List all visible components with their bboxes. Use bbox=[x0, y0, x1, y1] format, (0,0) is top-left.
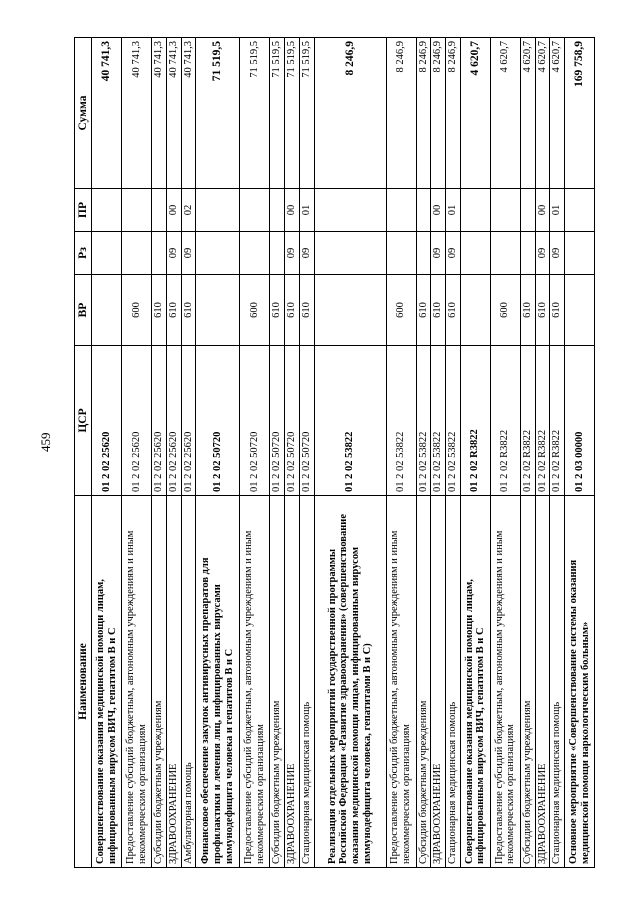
cell-sum: 71 519,5 bbox=[299, 38, 314, 189]
cell-vr: 610 bbox=[299, 275, 314, 346]
cell-name: Субсидии бюджетным учреждениям bbox=[270, 496, 285, 868]
cell-sum: 4 620,7 bbox=[520, 38, 535, 189]
table-row bbox=[490, 38, 520, 868]
cell-pr bbox=[386, 189, 416, 232]
cell-rz: 09 bbox=[285, 232, 300, 275]
cell-vr bbox=[314, 275, 386, 346]
cell-csr: 01 2 02 R3822 bbox=[520, 346, 535, 496]
cell-pr: 00 bbox=[535, 189, 550, 232]
table-row bbox=[416, 38, 431, 868]
cell-vr: 600 bbox=[122, 275, 152, 346]
cell-csr: 01 2 02 53822 bbox=[431, 346, 446, 496]
cell-csr: 01 2 02 R3822 bbox=[460, 346, 490, 496]
cell-name: Совершенствование оказания медицинской помощи лицам, инфицированным вирусом ВИЧ, гепатитом В и С bbox=[92, 496, 122, 868]
table-row bbox=[270, 38, 285, 868]
cell-vr: 610 bbox=[285, 275, 300, 346]
cell-sum: 4 620,7 bbox=[460, 38, 490, 189]
table-row bbox=[446, 38, 461, 868]
cell-name: Амбулаторная помощь bbox=[181, 496, 196, 868]
cell-name: ЗДРАВООХРАНЕНИЕ bbox=[431, 496, 446, 868]
cell-pr bbox=[460, 189, 490, 232]
cell-csr: 01 2 02 R3822 bbox=[490, 346, 520, 496]
table-row bbox=[92, 38, 122, 868]
table-row bbox=[460, 38, 490, 868]
cell-pr bbox=[416, 189, 431, 232]
cell-pr bbox=[520, 189, 535, 232]
cell-pr bbox=[92, 189, 122, 232]
cell-sum: 8 246,9 bbox=[314, 38, 386, 189]
cell-csr: 01 2 02 50720 bbox=[196, 346, 240, 496]
cell-vr bbox=[196, 275, 240, 346]
cell-rz bbox=[520, 232, 535, 275]
cell-vr: 610 bbox=[166, 275, 181, 346]
cell-vr bbox=[565, 275, 595, 346]
cell-name: Предоставление субсидий бюджетным, автономным учреждениям и иным некоммерческим организациям bbox=[386, 496, 416, 868]
cell-rz: 09 bbox=[181, 232, 196, 275]
cell-rz bbox=[270, 232, 285, 275]
cell-csr: 01 2 02 53822 bbox=[446, 346, 461, 496]
table-row bbox=[152, 38, 167, 868]
cell-vr bbox=[92, 275, 122, 346]
header-vr: ВР bbox=[75, 275, 92, 346]
cell-rz bbox=[92, 232, 122, 275]
cell-csr: 01 2 02 25620 bbox=[152, 346, 167, 496]
cell-csr: 01 2 02 50720 bbox=[270, 346, 285, 496]
cell-name: ЗДРАВООХРАНЕНИЕ bbox=[166, 496, 181, 868]
cell-sum: 4 620,7 bbox=[535, 38, 550, 189]
cell-rz bbox=[386, 232, 416, 275]
cell-rz: 09 bbox=[166, 232, 181, 275]
cell-pr bbox=[490, 189, 520, 232]
cell-vr: 610 bbox=[270, 275, 285, 346]
cell-pr bbox=[152, 189, 167, 232]
table-header-row bbox=[75, 38, 92, 868]
cell-name: ЗДРАВООХРАНЕНИЕ bbox=[535, 496, 550, 868]
cell-pr: 01 bbox=[446, 189, 461, 232]
cell-rz bbox=[416, 232, 431, 275]
cell-csr: 01 2 02 R3822 bbox=[550, 346, 565, 496]
cell-vr: 600 bbox=[490, 275, 520, 346]
cell-sum: 71 519,5 bbox=[196, 38, 240, 189]
cell-sum: 4 620,7 bbox=[490, 38, 520, 189]
cell-pr: 00 bbox=[166, 189, 181, 232]
cell-name: Субсидии бюджетным учреждениям bbox=[416, 496, 431, 868]
cell-vr: 600 bbox=[240, 275, 270, 346]
cell-sum: 40 741,3 bbox=[152, 38, 167, 189]
cell-name: Предоставление субсидий бюджетным, автономным учреждениям и иным некоммерческим организациям bbox=[240, 496, 270, 868]
table-row bbox=[431, 38, 446, 868]
cell-sum: 71 519,5 bbox=[270, 38, 285, 189]
cell-rz bbox=[240, 232, 270, 275]
table-row bbox=[122, 38, 152, 868]
cell-rz: 09 bbox=[446, 232, 461, 275]
cell-rz: 09 bbox=[299, 232, 314, 275]
cell-csr: 01 2 02 53822 bbox=[314, 346, 386, 496]
cell-rz: 09 bbox=[431, 232, 446, 275]
cell-name: Стационарная медицинская помощь bbox=[446, 496, 461, 868]
cell-pr: 01 bbox=[299, 189, 314, 232]
cell-name: Стационарная медицинская помощь bbox=[299, 496, 314, 868]
cell-vr: 610 bbox=[535, 275, 550, 346]
table-row bbox=[535, 38, 550, 868]
header-sum: Сумма bbox=[75, 38, 92, 189]
table-row bbox=[520, 38, 535, 868]
cell-csr: 01 2 02 R3822 bbox=[535, 346, 550, 496]
cell-name: Финансовое обеспечение закупок антивирусных препаратов для профилактики и лечения лиц, инфицированных вирусами иммунодефицита человека и гепатитов В и С bbox=[196, 496, 240, 868]
cell-rz bbox=[565, 232, 595, 275]
cell-sum: 8 246,9 bbox=[416, 38, 431, 189]
cell-pr bbox=[314, 189, 386, 232]
cell-vr: 610 bbox=[416, 275, 431, 346]
budget-table bbox=[74, 37, 595, 868]
cell-sum: 71 519,5 bbox=[240, 38, 270, 189]
cell-csr: 01 2 02 53822 bbox=[386, 346, 416, 496]
cell-csr: 01 2 02 50720 bbox=[299, 346, 314, 496]
cell-csr: 01 2 02 50720 bbox=[240, 346, 270, 496]
cell-pr: 00 bbox=[285, 189, 300, 232]
table-row bbox=[565, 38, 595, 868]
cell-pr bbox=[565, 189, 595, 232]
cell-pr bbox=[122, 189, 152, 232]
cell-sum: 169 758,9 bbox=[565, 38, 595, 189]
cell-name: Предоставление субсидий бюджетным, автономным учреждениям и иным некоммерческим организациям bbox=[490, 496, 520, 868]
table-body bbox=[92, 38, 595, 868]
cell-vr: 610 bbox=[520, 275, 535, 346]
header-pr: ПР bbox=[75, 189, 92, 232]
cell-sum: 40 741,3 bbox=[166, 38, 181, 189]
cell-rz: 09 bbox=[535, 232, 550, 275]
table-row bbox=[285, 38, 300, 868]
cell-csr: 01 2 02 25620 bbox=[166, 346, 181, 496]
cell-sum: 71 519,5 bbox=[285, 38, 300, 189]
cell-sum: 8 246,9 bbox=[446, 38, 461, 189]
cell-vr bbox=[460, 275, 490, 346]
table-row bbox=[314, 38, 386, 868]
cell-pr bbox=[270, 189, 285, 232]
cell-name: Субсидии бюджетным учреждениям bbox=[152, 496, 167, 868]
table-row bbox=[550, 38, 565, 868]
cell-name: Предоставление субсидий бюджетным, автономным учреждениям и иным некоммерческим организациям bbox=[122, 496, 152, 868]
cell-rz bbox=[196, 232, 240, 275]
cell-sum: 40 741,3 bbox=[181, 38, 196, 189]
cell-name: Реализация отдельных мероприятий государственной программы Российской Федерации «Развитие здравоохранения» (совершенствование оказания медицинской помощи лицам, инфицированным вирусом иммунодефицита человека, гепатитами В и С) bbox=[314, 496, 386, 868]
cell-vr: 610 bbox=[431, 275, 446, 346]
cell-name: ЗДРАВООХРАНЕНИЕ bbox=[285, 496, 300, 868]
cell-sum: 40 741,3 bbox=[122, 38, 152, 189]
cell-rz bbox=[152, 232, 167, 275]
cell-rz: 09 bbox=[550, 232, 565, 275]
cell-vr: 610 bbox=[446, 275, 461, 346]
cell-pr: 02 bbox=[181, 189, 196, 232]
cell-vr: 610 bbox=[152, 275, 167, 346]
cell-sum: 40 741,3 bbox=[92, 38, 122, 189]
cell-pr bbox=[196, 189, 240, 232]
cell-csr: 01 2 03 00000 bbox=[565, 346, 595, 496]
table-row bbox=[299, 38, 314, 868]
cell-csr: 01 2 02 25620 bbox=[122, 346, 152, 496]
header-name: Наименование bbox=[75, 496, 92, 868]
cell-name: Основное мероприятие «Совершенствование системы оказания медицинской помощи наркологическим больным» bbox=[565, 496, 595, 868]
table-row bbox=[196, 38, 240, 868]
cell-rz bbox=[314, 232, 386, 275]
cell-csr: 01 2 02 53822 bbox=[416, 346, 431, 496]
rotated-page-content bbox=[74, 38, 595, 868]
cell-rz bbox=[122, 232, 152, 275]
cell-pr bbox=[240, 189, 270, 232]
cell-rz bbox=[460, 232, 490, 275]
cell-vr: 610 bbox=[181, 275, 196, 346]
cell-rz bbox=[490, 232, 520, 275]
header-rz: Рз bbox=[75, 232, 92, 275]
table-row bbox=[240, 38, 270, 868]
header-csr: ЦСР bbox=[75, 346, 92, 496]
cell-csr: 01 2 02 25620 bbox=[181, 346, 196, 496]
cell-csr: 01 2 02 25620 bbox=[92, 346, 122, 496]
page-number: 459 bbox=[38, 432, 53, 452]
cell-sum: 8 246,9 bbox=[386, 38, 416, 189]
cell-vr: 600 bbox=[386, 275, 416, 346]
cell-csr: 01 2 02 50720 bbox=[285, 346, 300, 496]
table-row bbox=[181, 38, 196, 868]
cell-pr: 00 bbox=[431, 189, 446, 232]
cell-sum: 4 620,7 bbox=[550, 38, 565, 189]
cell-pr: 01 bbox=[550, 189, 565, 232]
table-row bbox=[166, 38, 181, 868]
cell-name: Совершенствование оказания медицинской помощи лицам, инфицированным вирусом ВИЧ, гепатитом В и С bbox=[460, 496, 490, 868]
cell-vr: 610 bbox=[550, 275, 565, 346]
cell-name: Субсидии бюджетным учреждениям bbox=[520, 496, 535, 868]
cell-sum: 8 246,9 bbox=[431, 38, 446, 189]
table-row bbox=[386, 38, 416, 868]
cell-name: Стационарная медицинская помощь bbox=[550, 496, 565, 868]
